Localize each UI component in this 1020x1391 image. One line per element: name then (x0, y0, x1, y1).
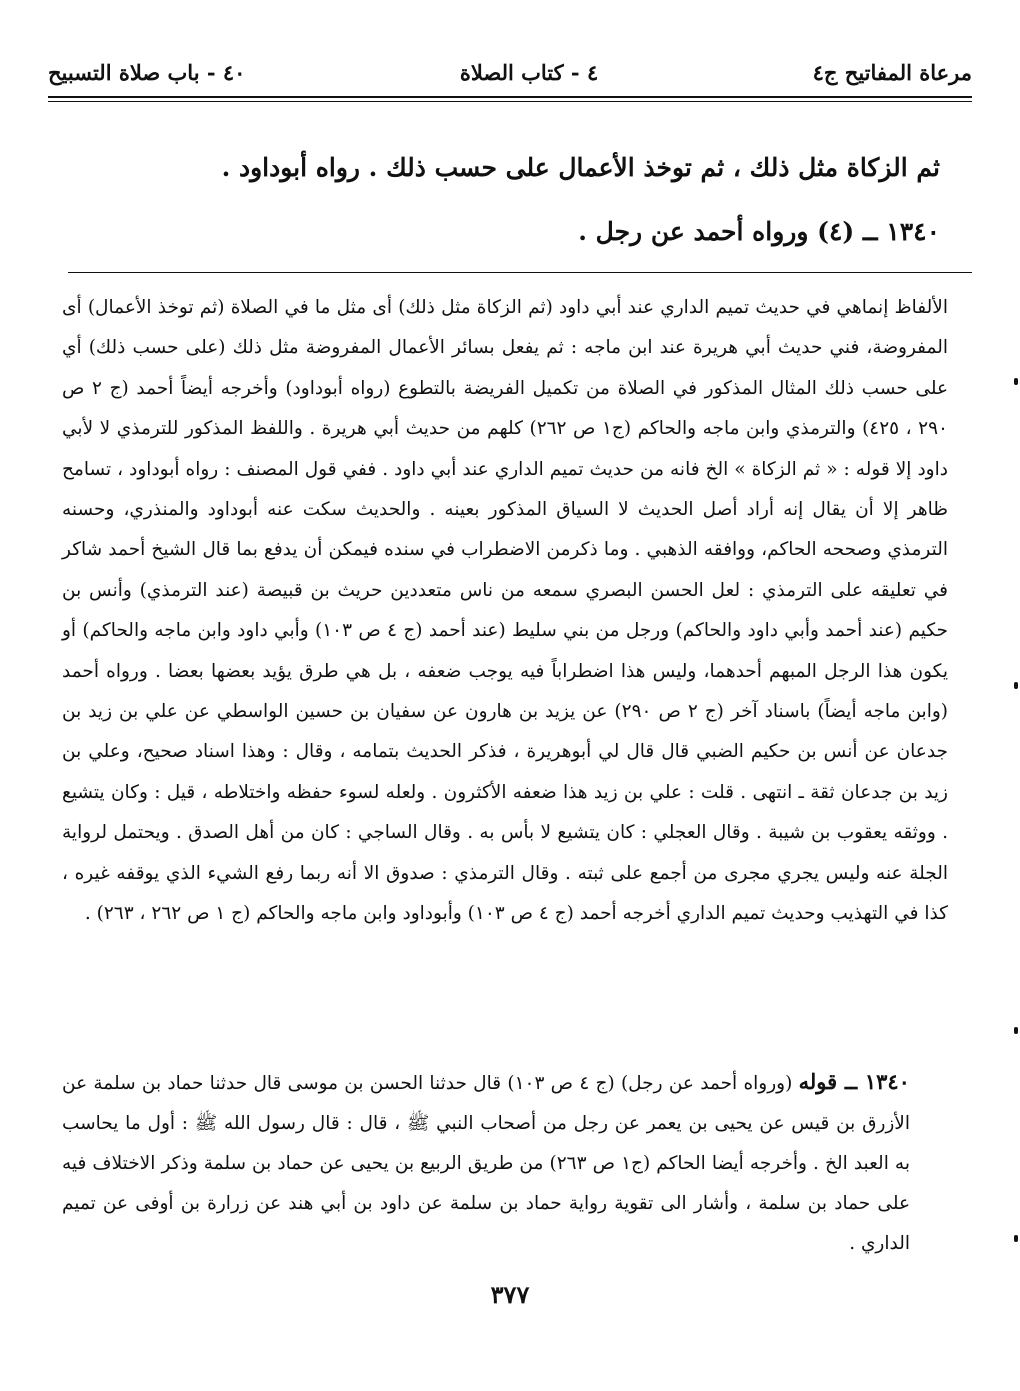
note-paragraph (62, 1062, 910, 1264)
hadith-line-1: ثم الزكاة مثل ذلك ، ثم توخذ الأعمال على حسب ذلك . رواه أبوداود . (221, 153, 940, 182)
commentary-paragraph: الألفاظ إنماهي في حديث تميم الداري عند أبي داود (ثم الزكاة مثل ذلك) أى مثل ما في الصلاة (ثم توخذ الأعمال) أى المفروضة، فني حديث أبي هريرة عند ابن ماجه : ثم يفعل بسائر الأعمال المفروضة مثل ذلك (على حسب ذلك) أي على حسب ذلك المثال المذكور في الصلاة من تكميل الفريضة بالتطوع (رواه أبوداود) وأخرجه أيضاً أحمد (ج ٢ ص ٢٩٠ ، ٤٢٥) والترمذي وابن ماجه والحاكم (ج١ ص ٢٦٢) كلهم من حديث أبي هريرة . واللفظ المذكور للترمذي لا لأبي داود إلا قوله : « ثم الزكاة » الخ فانه من حديث تميم الداري عند أبي داود . ففي قول المصنف : رواه أبوداود ، تسامح ظاهر إلا أن يقال إنه أراد أصل الحديث لا السياق المذكور بعينه . والحديث سكت عنه أبوداود والمنذري، وحسنه الترمذي وصححه الحاكم، ووافقه الذهبي . وما ذكرمن الاضطراب في سنده فيمكن أن يدفع بما قال الشيخ أحمد شاكر في تعليقه على الترمذي : لعل الحسن البصري سمعه من ناس متعددين حريث بن قبيصة (عند الترمذي) وأنس بن حكيم (عند أحمد وأبي داود والحاكم) ورجل من بني سليط (عند أحمد (ج ٤ ص ١٠٣) وأبي داود وابن ماجه والحاكم) أو يكون هذا الرجل المبهم أحدهما، وليس هذا اضطراباً فيه يوجب ضعفه ، بل هي طرق يؤيد بعضها بعضا . ورواه أحمد (وابن ماجه أيضاً) باسناد آخر (ج ٢ ص ٢٩٠) عن يزيد بن هارون عن سفيان بن حسين الواسطي عن علي بن زيد بن جدعان عن أنس بن حكيم الضبي قال قال لي أبوهريرة ، فذكر الحديث بتمامه ، وقال : وهذا اسناد صحيح، وعلي بن زيد بن جدعان ثقة ـ انتهى . قلت : علي بن زيد هذا ضعفه الأكثرون . ولعله لسوء حفظه واختلاطه ، قيل : وكان يتشيع . ووثقه يعقوب بن شيبة . وقال العجلي : كان يتشيع لا بأس به . وقال الساجي : كان من أهل الصدق . ويحتمل لرواية الجلة عنه وليس يجري مجرى من أجمع على ثبته . وقال الترمذي : صدوق الا أنه ربما رفع الشيء الذي يوقفه غيره ، كذا في التهذيب وحديث تميم الداري أخرجه أحمد (ج ٤ ص ١٠٣) وأبوداود وابن ماجه والحاكم (ج ١ ص ٢٦٢ ، ٢٦٣) . (62, 297, 948, 925)
running-header (48, 52, 972, 92)
note-block (62, 1062, 910, 1264)
commentary-block (62, 288, 948, 935)
margin-mark (1014, 682, 1018, 689)
hadith-text (80, 136, 940, 264)
header-section: ٤٠ - باب صلاة التسبيح (48, 59, 246, 85)
header-book-volume: مرعاة المفاتيح ج٤ (812, 59, 972, 85)
hadith-line-2: ١٣٤٠ ــ (٤) ورواه أحمد عن رجل . (578, 217, 940, 246)
page-number: ٣٧٧ (490, 1280, 530, 1309)
header-rule-thick (48, 96, 972, 98)
note-text: (ورواه أحمد عن رجل) (ج ٤ ص ١٠٣) قال حدثنا الحسن بن موسى قال حدثنا حماد بن سلمة عن الأزرق بن قيس عن يحيى بن يعمر عن رجل من أصحاب النبي ﷺ ، قال : قال رسول الله ﷺ : أول ما يحاسب به العبد الخ . وأخرجه أيضا الحاكم (ج١ ص ٢٦٣) من طريق الربيع بن يحيى عن حماد بن سلمة وذكر الاختلاف فيه على حماد بن سلمة ، وأشار الى تقوية رواية حماد بن سلمة عن داود بن أبي هند عن زرارة بن أوفى عن تميم الداري . (62, 1073, 910, 1254)
margin-mark (1014, 1235, 1018, 1242)
header-book-chapter: ٤ - كتاب الصلاة (459, 59, 599, 85)
margin-mark (1014, 378, 1018, 385)
footnote-separator (68, 272, 972, 273)
margin-mark (1014, 1027, 1018, 1034)
note-lead: ١٣٤٠ ــ قوله (798, 1069, 910, 1094)
header-rule-thin (48, 101, 972, 102)
